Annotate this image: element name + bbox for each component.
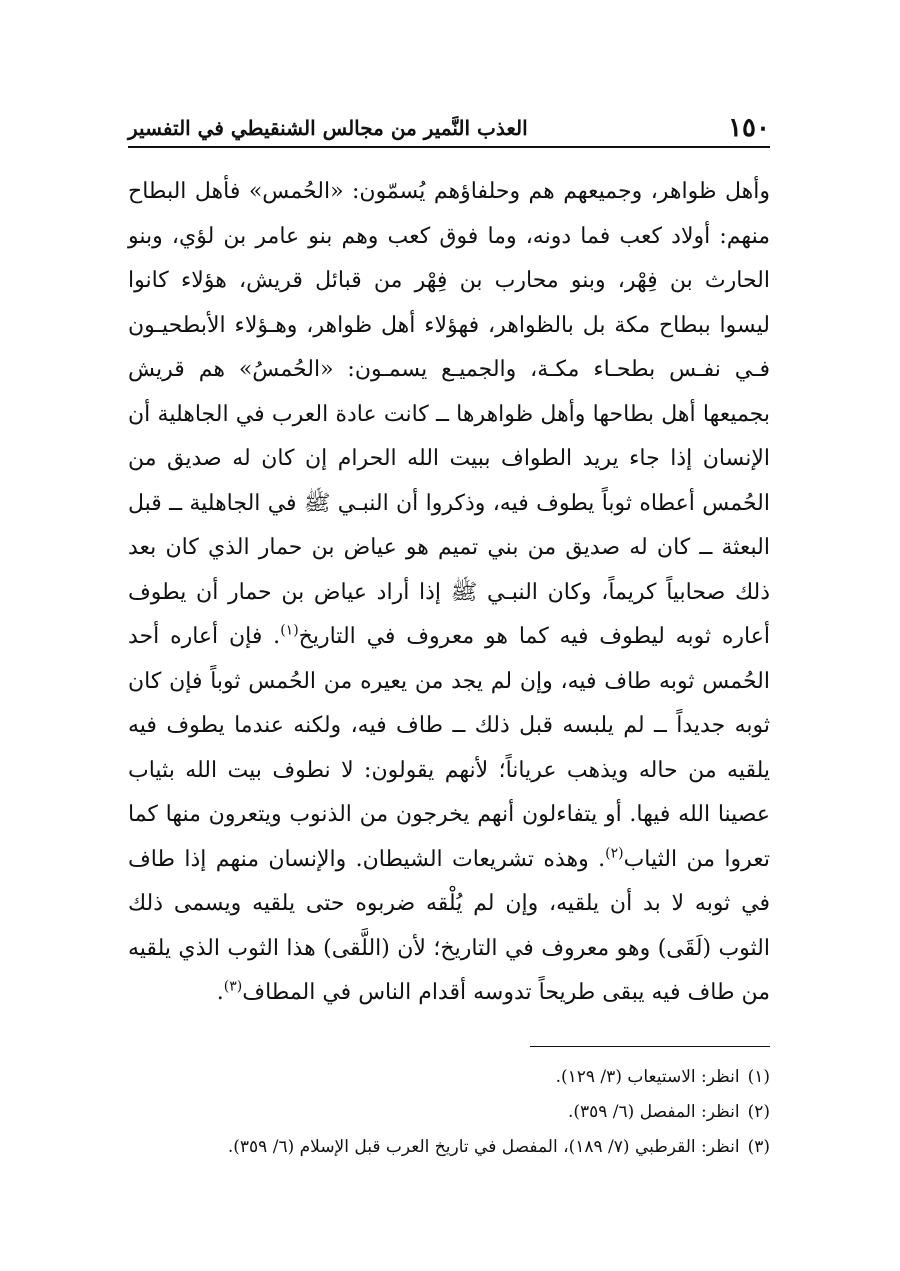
footnote-2 [128,1095,770,1130]
footnote-3 [128,1130,770,1165]
body-text-segment: . وهذه تشريعات الشيطان. والإنسان منهم إذا طاف في ثوبه لا بد أن يلقيه، وإن لم يُلْقه ضربوه حتى يلقيه ويسمى ذلك الثوب (لَقَى) وهو معروف في التاريخ؛ لأن (اللَّقى) هذا الثوب الذي يلقيه من طاف فيه يبقى طريحاً تدوسه أقدام الناس في المطاف [128,846,770,1005]
page-header [128,112,770,142]
footnote-reference-2: (٢) [605,845,624,862]
footnote-mark: (٢) [747,1102,770,1122]
header-divider [128,146,770,148]
footnote-mark: (٣) [747,1137,770,1157]
footnotes [128,1060,770,1165]
footnote-1 [128,1060,770,1095]
body-text-segment: . [216,980,224,1005]
footnote-text: انظر: القرطبي (٧/ ١٨٩)، المفصل في تاريخ العرب قبل الإسلام (٦/ ٣٥٩). [227,1137,740,1157]
footnote-divider [530,1046,770,1047]
footnote-text: انظر: المفصل (٦/ ٣٥٩). [567,1102,740,1122]
footnote-text: انظر: الاستيعاب (٣/ ١٢٩). [555,1067,740,1087]
page-number: ١٥٠ [728,113,770,143]
body-text-segment: وأهل ظواهر، وجميعهم هم وحلفاؤهم يُسمّون: «الحُمس» فأهل البطاح منهم: أولاد كعب فما دونه، وما فوق كعب وهم بنو عامر بن لؤي، وبنو الحارث بن فِهْر، وبنو محارب بن فِهْر من قبائل قريش، هؤلاء كانوا ليسوا ببطاح مكة بل بالظواهر، فهؤلاء أهل ظواهر، وهـؤلاء الأبطحيـون فـي نفـس بطحـاء مكـة، والجميـع يسمـون: «الحُمسُ» هم قريش بجميعها أهل بطاحها وأهل ظواهرها ــ كانت عادة العرب في الجاهلية أن الإنسان إذا جاء يريد الطواف ببيت الله الحرام إن كان له صديق من الحُمس أعطاه ثوباً يطوف فيه، وذكروا أن النبـي ﷺ في الجاهلية ــ قبل البعثة ــ كان له صديق من بني تميم هو عياض بن حمار الذي كان بعد ذلك صحابياً كريماً، وكان النبـي ﷺ إذا أراد عياض بن حمار أن يطوف أعاره ثوبه ليطوف فيه كما هو معروف في التاريخ [128,179,770,649]
footnote-reference-3: (٣) [223,978,243,995]
body-paragraph [128,170,770,1016]
main-text [128,170,770,1016]
running-title: العذب النَّمير من مجالس الشنقيطي في التفسير [128,116,528,140]
footnote-reference-1: (١) [280,622,299,639]
body-text-segment: . فإن أعاره أحد الحُمس ثوبه طاف فيه، وإن لم يجد من يعيره من الحُمس ثوباً فإن كان ثوبه جديداً ــ لم يلبسه قبل ذلك ــ طاف فيه، ولكنه عندما يطوف فيه يلقيه من حاله ويذهب عرياناً؛ لأنهم يقولون: لا نطوف بيت الله بثياب عصينا الله فيها. أو يتفاءلون أنهم يخرجون من الذنوب ويتعرون منها كما تعروا من الثياب [128,624,771,872]
footnote-mark: (١) [747,1067,770,1087]
